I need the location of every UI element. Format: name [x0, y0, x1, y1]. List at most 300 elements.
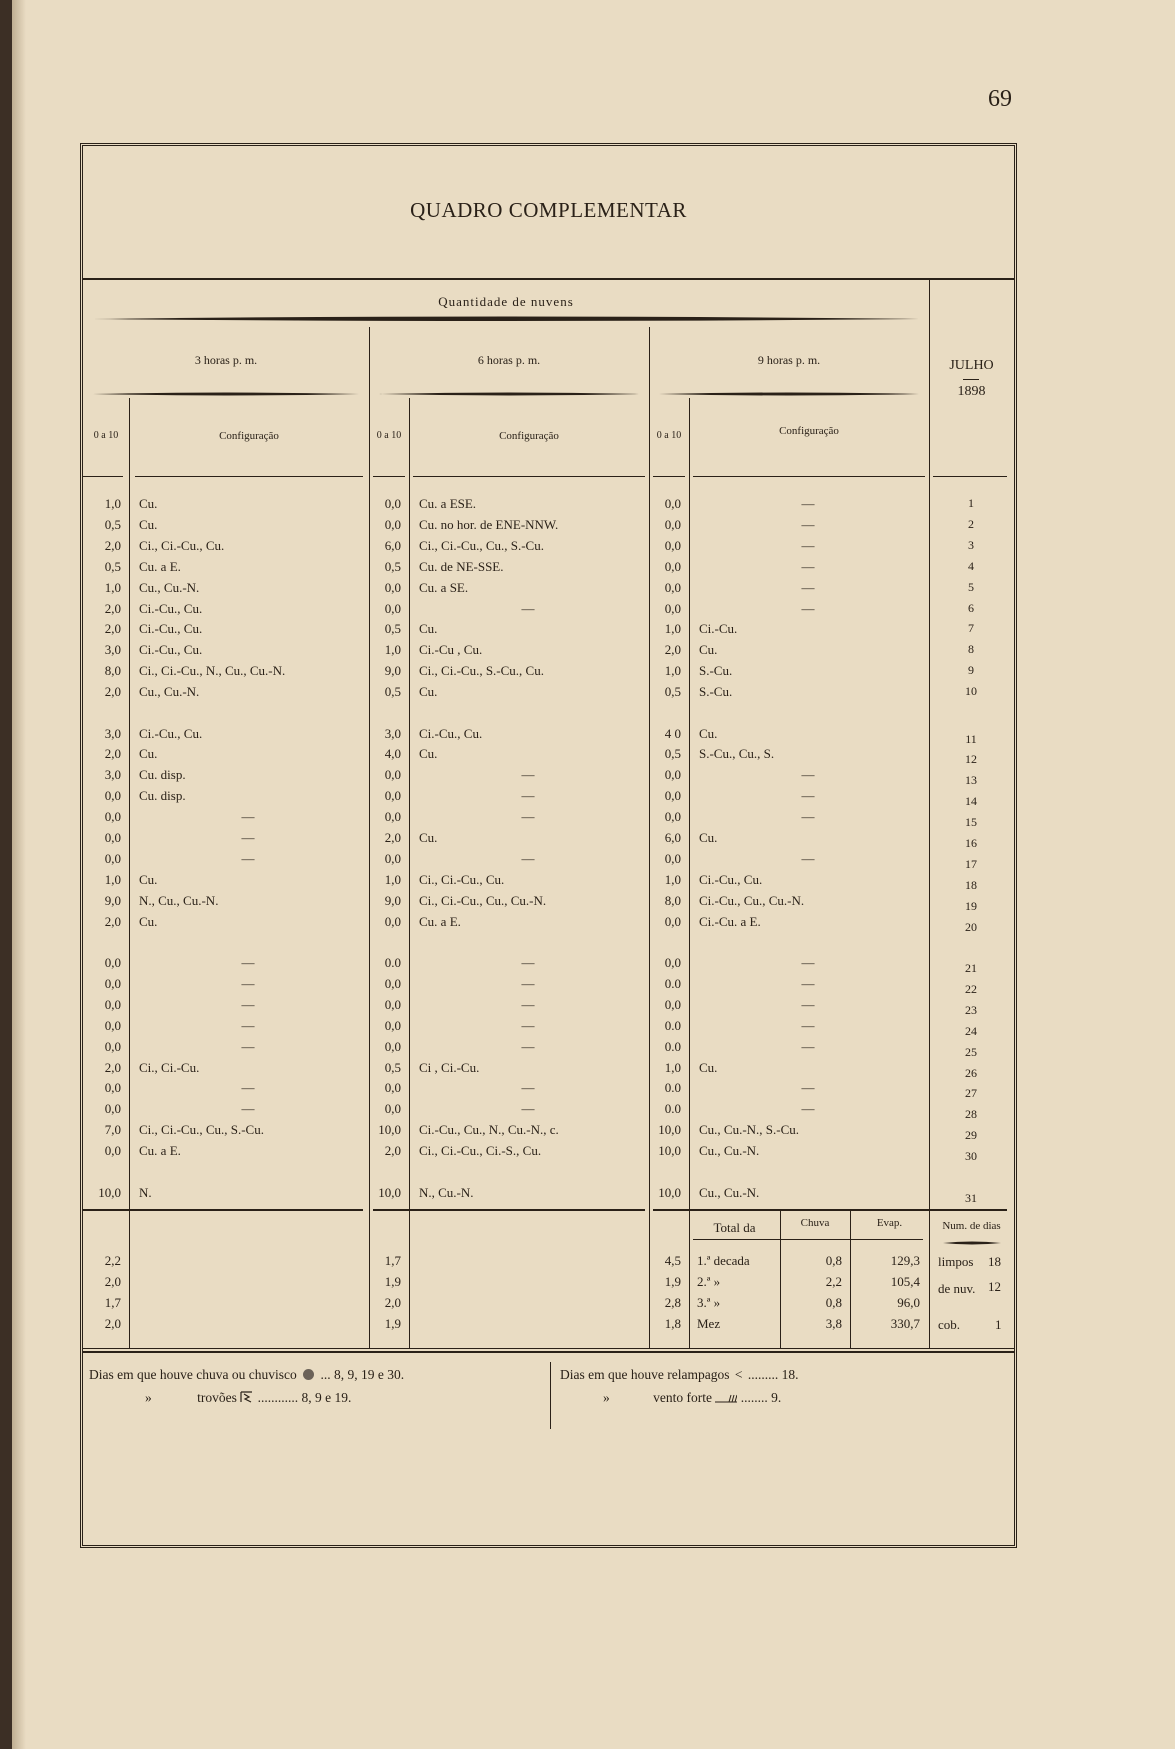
cloud-9pm-value: 0,0 — [664, 788, 681, 804]
header-rule — [413, 476, 645, 477]
config-3pm: Cu. a E. — [139, 558, 181, 574]
config-3pm: N., Cu., Cu.-N. — [139, 892, 219, 908]
header-9pm: 9 horas p. m. — [757, 353, 821, 367]
config-9pm: — — [801, 1038, 815, 1054]
day-number: 11 — [965, 731, 977, 746]
config-3pm: Cu. — [139, 496, 158, 511]
cloud-3pm-value: 0,0 — [104, 1017, 121, 1033]
cloud-9pm-value: 0,0 — [664, 850, 681, 866]
config-9pm: Cu., Cu.-N., S.-Cu. — [699, 1122, 800, 1138]
cloud-3pm-value: 2,0 — [104, 913, 121, 929]
cloud-6pm-value: 1,0 — [384, 642, 401, 658]
strong-wind-icon — [715, 1393, 737, 1403]
config-3pm: Cu. — [139, 913, 158, 929]
header-rule — [135, 476, 363, 477]
config-3pm: Cu. — [139, 746, 158, 762]
cloud-9pm-value: 0,0 — [664, 913, 681, 929]
cloud-3pm-value: 0,0 — [104, 1038, 121, 1054]
denuv-value: 12 — [988, 1279, 1001, 1294]
config-9pm: — — [801, 788, 815, 804]
config-3pm: Ci., Ci.-Cu., Cu. — [139, 537, 225, 553]
config-3pm: — — [241, 850, 255, 866]
header-rule — [653, 476, 685, 477]
cloud-6pm-value: 10,0 — [378, 1122, 401, 1138]
cloud-3pm-value: 0,0 — [104, 1143, 121, 1159]
config-6pm: Cu. de NE-SSE. — [419, 558, 504, 574]
config-9pm: Cu., Cu.-N. — [699, 1143, 760, 1159]
footer-wind-text: vento forte — [653, 1390, 712, 1405]
cloud-6pm-value: 0,0 — [384, 496, 401, 511]
cloud-3pm-value: 10,0 — [98, 1184, 121, 1200]
config-9pm: — — [801, 1080, 815, 1096]
footer-rain-text: Dias em que houve chuva ou chuvisco — [89, 1367, 297, 1382]
cloud-9pm-value: 0,0 — [664, 516, 681, 532]
cloud-6pm-value: 0,0 — [384, 913, 401, 929]
cloud-3pm-value: 2,0 — [104, 1059, 121, 1075]
scale-header: 0 a 10 — [656, 430, 682, 441]
rain-total: 0,8 — [825, 1253, 842, 1268]
cloud-6pm-value: 0,0 — [384, 1080, 401, 1096]
footer-divider — [550, 1362, 551, 1429]
config-3pm: — — [241, 1101, 255, 1117]
cloud-3pm-value: 2,0 — [104, 537, 121, 553]
day-number: 21 — [965, 961, 977, 975]
cloud-9pm-value: 10,0 — [658, 1184, 681, 1200]
month-header: JULHO — [949, 358, 994, 373]
config-3pm: — — [241, 975, 255, 991]
day-number: 20 — [965, 919, 977, 934]
day-number: 5 — [968, 579, 974, 594]
cloud-6pm-value: 0,0 — [384, 1038, 401, 1054]
cloud-9pm-value: 0,0 — [664, 496, 681, 511]
footer-rule — [83, 1348, 1014, 1349]
header-6pm: 6 horas p. m. — [477, 353, 541, 367]
lightning-icon: < — [734, 1367, 743, 1382]
config-6pm: — — [521, 850, 535, 866]
config-6pm: — — [521, 1080, 535, 1096]
scale-header: 0 a 10 — [93, 430, 119, 441]
mean-6pm: 1,7 — [384, 1253, 401, 1268]
header-3pm: 3 horas p. m. — [194, 353, 258, 367]
config-6pm: Cu. a SE. — [419, 579, 469, 595]
config-6pm: — — [521, 600, 535, 616]
config-6pm: Ci., Ci.-Cu., Ci.-S., Cu. — [419, 1143, 542, 1159]
config-3pm: — — [241, 1038, 255, 1054]
cloud-6pm-value: 0,0 — [384, 850, 401, 866]
config-3pm: — — [241, 809, 255, 825]
cloud-3pm-value: 0,0 — [104, 955, 121, 970]
config-3pm: Cu. disp. — [139, 788, 186, 804]
config-3pm: — — [241, 1080, 255, 1096]
config-6pm: Cu. — [419, 746, 438, 762]
config-9pm: S.-Cu., Cu., S. — [699, 746, 775, 762]
config-9pm: S.-Cu. — [699, 684, 733, 700]
header-rule — [933, 476, 1007, 477]
cob-label: cob. — [938, 1317, 961, 1332]
cloud-6pm-value: 0,5 — [384, 621, 401, 637]
day-number: 16 — [965, 836, 977, 850]
swash-ornament — [93, 316, 919, 322]
footer-lightning-days: ......... 18. — [747, 1367, 799, 1382]
cloud-6pm-value: 0,0 — [384, 1101, 401, 1117]
config-6pm: Cu. — [419, 684, 438, 700]
cloud-9pm-value: 1,0 — [664, 621, 681, 637]
cloud-9pm-value: 0.0 — [664, 975, 681, 991]
cloud-6pm-value: 0,0 — [384, 1017, 401, 1033]
config-3pm: N. — [139, 1184, 152, 1200]
config-3pm: Ci.-Cu., Cu. — [139, 621, 203, 637]
footer-rain-line — [89, 1367, 404, 1383]
scale-header: 0 a 10 — [376, 430, 402, 441]
cloud-9pm-value: 0,0 — [664, 537, 681, 553]
config-9pm: Cu. — [699, 642, 718, 658]
cloud-3pm-value: 1,0 — [104, 579, 121, 595]
config-3pm: Cu. — [139, 516, 158, 532]
config-6pm: Ci , Ci.-Cu. — [419, 1059, 480, 1075]
mean-6pm: 1,9 — [384, 1274, 401, 1289]
config-3pm: — — [241, 955, 255, 970]
config-9pm: — — [801, 579, 815, 595]
cloud-9pm-value: 1,0 — [664, 871, 681, 887]
day-number: 14 — [965, 794, 977, 809]
cloud-9pm-value: 2,0 — [664, 642, 681, 658]
day-number: 25 — [965, 1044, 977, 1059]
cloud-3pm-value: 0,0 — [104, 996, 121, 1012]
cloud-9pm-value: 0.0 — [664, 1038, 681, 1054]
cloud-3pm-value: 2,0 — [104, 684, 121, 700]
cloud-6pm-value: 0,5 — [384, 1059, 401, 1075]
config-9pm: — — [801, 600, 815, 616]
config-9pm: — — [801, 767, 815, 783]
cloud-6pm-value: 2,0 — [384, 830, 401, 845]
config-3pm: Ci., Ci.-Cu., Cu., S.-Cu. — [139, 1122, 264, 1138]
config-9pm: — — [801, 537, 815, 553]
day-number: 7 — [968, 621, 974, 636]
swash-ornament — [93, 391, 359, 397]
config-9pm: Ci.-Cu., Cu., Cu.-N. — [699, 892, 805, 908]
mean-3pm: 2,2 — [104, 1253, 121, 1268]
config-6pm: Ci., Ci.-Cu., Cu. — [419, 871, 505, 887]
config-3pm: Cu., Cu.-N. — [139, 579, 200, 595]
cloud-6pm-value: 3,0 — [384, 725, 401, 741]
cloud-6pm-value: 0,0 — [384, 579, 401, 595]
footer-lightning-text: Dias em que houve relampagos — [560, 1367, 730, 1382]
cloud-9pm-value: 0,5 — [664, 684, 681, 700]
config-6pm: — — [521, 788, 535, 804]
day-number: 18 — [965, 877, 977, 892]
cloud-3pm-value: 0,5 — [104, 558, 121, 574]
footer-rule — [83, 1351, 1014, 1353]
cob-value: 1 — [995, 1317, 1002, 1332]
config-3pm: — — [241, 1017, 255, 1033]
mean-3pm: 2,0 — [104, 1274, 121, 1289]
cloud-9pm-value: 0.0 — [664, 1101, 681, 1117]
mean-3pm: 1,7 — [104, 1295, 121, 1310]
cloud-6pm-value: 0,0 — [384, 788, 401, 804]
evap-total: 330,7 — [890, 1316, 920, 1331]
config-9pm: — — [801, 996, 815, 1012]
footer-thunder-text: trovões — [197, 1390, 237, 1405]
config-6pm: — — [521, 955, 535, 970]
footer-rain-days: ... 8, 9, 19 e 30. — [320, 1367, 405, 1382]
config-9pm: Ci.-Cu. — [699, 621, 738, 637]
summary-rule — [653, 1209, 1007, 1211]
cloud-9pm-value: 0.0 — [664, 1080, 681, 1096]
cloud-6pm-value: 1,0 — [384, 871, 401, 887]
config-9pm: — — [801, 516, 815, 532]
day-number: 26 — [965, 1065, 977, 1080]
mean-9pm: 2,8 — [664, 1295, 681, 1310]
period-label: 1.ª decada — [697, 1253, 750, 1268]
config-header: Configuração — [499, 430, 559, 442]
config-3pm: Cu. disp. — [139, 767, 186, 783]
config-9pm: Cu. — [699, 1059, 718, 1075]
config-6pm: Ci.-Cu., Cu. — [419, 725, 483, 741]
day-number: 1 — [968, 496, 974, 510]
cloud-6pm-value: 0,5 — [384, 558, 401, 574]
config-9pm: — — [801, 809, 815, 825]
cloud-3pm-value: 3,0 — [104, 767, 121, 783]
config-9pm: — — [801, 558, 815, 574]
cloud-6pm-value: 0.0 — [384, 955, 401, 970]
footer-ditto-mark: » — [145, 1390, 152, 1405]
summary-chuva-header: Chuva — [800, 1217, 830, 1229]
cloud-3pm-value: 0,0 — [104, 1080, 121, 1096]
cloud-3pm-value: 8,0 — [104, 663, 121, 679]
cloud-9pm-value: 10,0 — [658, 1143, 681, 1159]
config-3pm: — — [241, 830, 255, 845]
cloud-3pm-value: 0,0 — [104, 788, 121, 804]
cloud-3pm-value: 9,0 — [104, 892, 121, 908]
cloud-9pm-value: 0,0 — [664, 767, 681, 783]
config-6pm: — — [521, 809, 535, 825]
config-3pm: Cu. — [139, 871, 158, 887]
day-number: 6 — [968, 600, 974, 615]
summary-subrule — [693, 1239, 923, 1240]
page-shadow — [12, 0, 26, 1749]
cloud-6pm-value: 0,0 — [384, 975, 401, 991]
period-label: 3.ª » — [697, 1295, 721, 1310]
config-9pm: Ci.-Cu. a E. — [699, 913, 761, 929]
cloud-3pm-value: 3,0 — [104, 725, 121, 741]
mean-3pm: 2,0 — [104, 1316, 121, 1331]
config-6pm: Cu. — [419, 621, 438, 637]
cloud-9pm-value: 1,0 — [664, 663, 681, 679]
period-label: 2.ª » — [697, 1274, 721, 1289]
cloud-9pm-value: 8,0 — [664, 892, 681, 908]
config-3pm: Cu., Cu.-N. — [139, 684, 200, 700]
mean-9pm: 1,8 — [664, 1316, 681, 1331]
header-rule — [693, 476, 925, 477]
cloud-3pm-value: 0,0 — [104, 850, 121, 866]
cloud-9pm-value: 6,0 — [664, 830, 681, 845]
mean-9pm: 4,5 — [664, 1253, 681, 1268]
summary-num-dias-header: Num. de dias — [942, 1220, 1001, 1232]
config-6pm: — — [521, 767, 535, 783]
page-title: QUADRO COMPLEMENTAR — [410, 198, 687, 222]
clouds-group-header: Quantidade de nuvens — [438, 294, 574, 309]
cloud-3pm-value: 0,5 — [104, 516, 121, 532]
config-9pm: — — [801, 975, 815, 991]
day-number: 24 — [965, 1023, 977, 1038]
day-number: 12 — [965, 752, 977, 767]
swash-ornament — [943, 1240, 1001, 1246]
config-header: Configuração — [219, 430, 279, 442]
cloud-3pm-value: 1,0 — [104, 496, 121, 511]
cloud-6pm-value: 9,0 — [384, 892, 401, 908]
thunder-icon — [240, 1391, 254, 1403]
header-rule — [373, 476, 405, 477]
cloud-3pm-value: 7,0 — [104, 1122, 121, 1138]
day-number: 31 — [965, 1190, 977, 1205]
footer-lightning-line — [560, 1367, 798, 1383]
cloud-9pm-value: 0,0 — [664, 579, 681, 595]
config-6pm: — — [521, 1017, 535, 1033]
rain-total: 0,8 — [825, 1295, 842, 1310]
day-number: 9 — [968, 663, 974, 678]
cloud-6pm-value: 0,5 — [384, 684, 401, 700]
cloud-6pm-value: 0,0 — [384, 600, 401, 616]
config-6pm: Ci., Ci.-Cu., Cu., Cu.-N. — [419, 892, 547, 908]
cloud-6pm-value: 4,0 — [384, 746, 401, 762]
config-9pm: Cu. — [699, 830, 718, 845]
swash-ornament — [659, 391, 919, 397]
cloud-3pm-value: 0,0 — [104, 1101, 121, 1117]
footer-thunder-days: ............ 8, 9 e 19. — [257, 1390, 352, 1405]
config-9pm: — — [801, 496, 815, 511]
day-number: 3 — [968, 537, 974, 552]
config-9pm: Cu., Cu.-N. — [699, 1184, 760, 1200]
limpos-label: limpos — [938, 1254, 974, 1269]
col-line — [929, 280, 930, 1348]
config-6pm: Ci.-Cu , Cu. — [419, 642, 483, 658]
book-spine — [0, 0, 12, 1749]
footer-wind-days: ........ 9. — [740, 1390, 782, 1405]
mean-9pm: 1,9 — [664, 1274, 681, 1289]
col-line — [129, 398, 130, 1348]
rain-total: 3,8 — [825, 1316, 842, 1331]
period-label: Mez — [697, 1316, 721, 1331]
cloud-3pm-value: 2,0 — [104, 621, 121, 637]
config-6pm: — — [521, 1101, 535, 1117]
summary-evap-header: Evap. — [876, 1217, 903, 1229]
config-9pm: Ci.-Cu., Cu. — [699, 871, 763, 887]
config-3pm: Ci.-Cu., Cu. — [139, 600, 203, 616]
config-9pm: — — [801, 1101, 815, 1117]
config-9pm: — — [801, 1017, 815, 1033]
config-9pm: Cu. — [699, 725, 718, 741]
day-number: 27 — [965, 1086, 977, 1101]
cloud-6pm-value: 0,0 — [384, 809, 401, 825]
config-3pm: Ci.-Cu., Cu. — [139, 642, 203, 658]
summary-total-label: Total da — [713, 1220, 756, 1235]
year-header: 1898 — [957, 384, 986, 399]
title-rule — [83, 278, 1014, 280]
cloud-6pm-value: 10,0 — [378, 1184, 401, 1200]
config-6pm: Cu. a ESE. — [419, 496, 477, 511]
config-3pm: Cu. a E. — [139, 1143, 181, 1159]
cloud-6pm-value: 0,0 — [384, 996, 401, 1012]
cloud-9pm-value: 0,0 — [664, 600, 681, 616]
evap-total: 129,3 — [890, 1253, 920, 1268]
mean-6pm: 1,9 — [384, 1316, 401, 1331]
col-line — [689, 398, 690, 1348]
limpos-value: 18 — [988, 1254, 1001, 1269]
day-number: 8 — [968, 642, 974, 657]
config-3pm: — — [241, 996, 255, 1012]
denuv-label: de nuv. — [938, 1281, 976, 1296]
cloud-9pm-value: 0,5 — [664, 746, 681, 762]
day-number: 22 — [965, 981, 977, 996]
cloud-9pm-value: 0,0 — [664, 955, 681, 970]
config-header: Configuração — [779, 425, 839, 437]
cloud-3pm-value: 3,0 — [104, 642, 121, 658]
day-number: 19 — [965, 898, 977, 913]
footer-ditto-mark: » — [603, 1390, 610, 1405]
cloud-9pm-value: 4 0 — [664, 725, 681, 741]
config-6pm: Cu. no hor. de ENE-NNW. — [419, 516, 559, 532]
day-number: 29 — [965, 1128, 977, 1143]
config-6pm: — — [521, 996, 535, 1012]
day-number: 30 — [965, 1149, 977, 1164]
cloud-3pm-value: 0,0 — [104, 809, 121, 825]
cloud-3pm-value: 0,0 — [104, 830, 121, 845]
config-9pm: — — [801, 955, 815, 970]
cloud-6pm-value: 2,0 — [384, 1143, 401, 1159]
cloud-3pm-value: 2,0 — [104, 600, 121, 616]
month-rule — [963, 379, 979, 380]
footer-thunder-line — [145, 1390, 351, 1406]
day-number: 28 — [965, 1107, 977, 1122]
day-number: 23 — [965, 1002, 977, 1017]
day-number: 13 — [965, 773, 977, 788]
config-3pm: Ci., Ci.-Cu., N., Cu., Cu.-N. — [139, 663, 286, 679]
day-number: 2 — [968, 516, 974, 531]
config-6pm: Ci., Ci.-Cu., S.-Cu., Cu. — [419, 663, 544, 679]
mean-6pm: 2,0 — [384, 1295, 401, 1310]
cloud-6pm-value: 0,0 — [384, 516, 401, 532]
col-line — [409, 398, 410, 1348]
rain-total: 2,2 — [825, 1274, 842, 1289]
cloud-9pm-value: 0,0 — [664, 809, 681, 825]
cloud-9pm-value: 1,0 — [664, 1059, 681, 1075]
day-number: 15 — [965, 815, 977, 830]
footer-wind-line — [603, 1390, 781, 1406]
evap-total: 96,0 — [897, 1295, 920, 1310]
cloud-6pm-value: 0,0 — [384, 767, 401, 783]
config-6pm: — — [521, 1038, 535, 1054]
config-3pm: Ci., Ci.-Cu. — [139, 1059, 200, 1075]
config-6pm: Ci.-Cu., Cu., N., Cu.-N., c. — [419, 1122, 559, 1138]
cloud-9pm-value: 0,0 — [664, 558, 681, 574]
day-number: 4 — [968, 558, 974, 573]
config-9pm: S.-Cu. — [699, 663, 733, 679]
summary-rule — [83, 1209, 363, 1211]
cloud-6pm-value: 9,0 — [384, 663, 401, 679]
cloud-3pm-value: 0,0 — [104, 975, 121, 991]
day-number: 10 — [965, 684, 977, 699]
cloud-9pm-value: 0.0 — [664, 1017, 681, 1033]
cloud-3pm-value: 1,0 — [104, 871, 121, 887]
config-6pm: — — [521, 975, 535, 991]
page-number: 69 — [988, 86, 1012, 112]
summary-rule — [373, 1209, 645, 1211]
config-6pm: N., Cu.-N. — [419, 1184, 474, 1200]
day-number: 17 — [965, 856, 977, 871]
rain-dot-icon — [303, 1369, 314, 1380]
config-3pm: Ci.-Cu., Cu. — [139, 725, 203, 741]
config-6pm: Ci., Ci.-Cu., Cu., S.-Cu. — [419, 537, 544, 553]
